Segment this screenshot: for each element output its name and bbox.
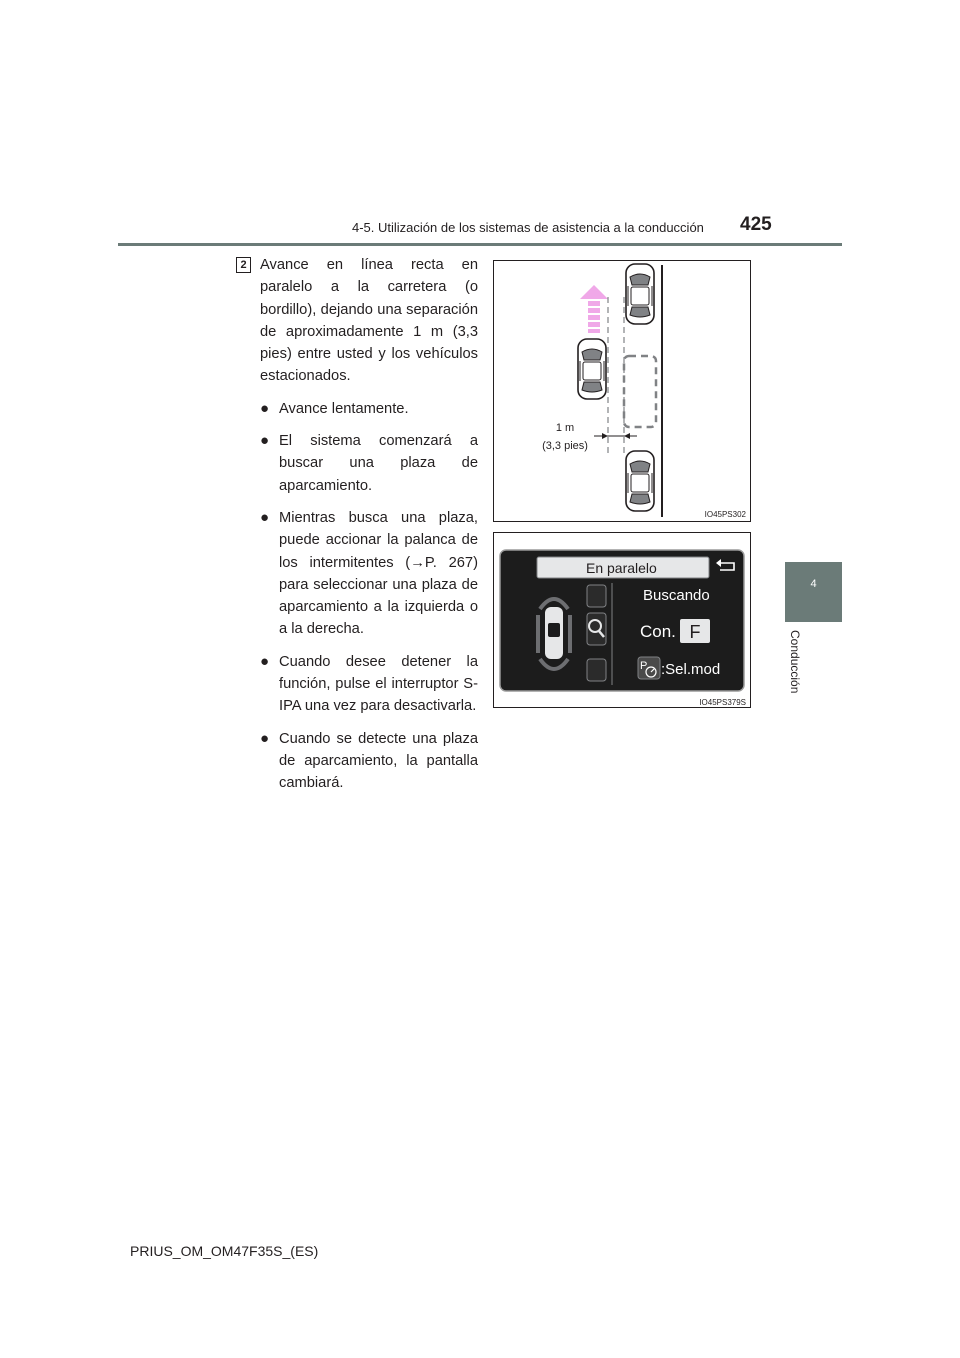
con-value: F [689, 622, 701, 642]
parked-car-bottom-icon [626, 451, 654, 511]
bullet-item [260, 398, 478, 420]
step-intro: Avance en línea recta en paralelo a la carretera (o bordillo), dejando una separación de aproximadamente 1 m (3,3 pies) entre usted y los vehículos estacionados. [260, 257, 478, 385]
bullet-text: Cuando desee detener la función, pulse el interruptor S-IPA una vez para desactivarla. [279, 653, 478, 715]
empty-space-outline [624, 356, 656, 427]
distance-label-imperial: (3,3 pies) [542, 440, 588, 452]
bullet-text: Cuando se detecte una plaza de aparcamiento, la pantalla cambiará. [279, 730, 478, 792]
step-number-box: 2 [236, 257, 251, 273]
chapter-label-text: Conducción [788, 630, 802, 694]
bullet-dot-icon: ● [260, 652, 270, 670]
figure-code: IO45PS379S [699, 698, 746, 707]
bullet-text: Mientras busca una plaza, puede accionar la palanca de los intermitentes (→P. 267) para seleccionar una plaza de aparcamiento a la izquierda o a la derecha. [279, 509, 478, 638]
distance-label: 1 m [555, 422, 575, 434]
chapter-tab[interactable] [785, 562, 842, 622]
bullet-dot-icon: ● [260, 508, 270, 526]
bullet-dot-icon: ● [260, 399, 270, 417]
sensor-slot-bottom [587, 659, 606, 681]
meter-icon [638, 657, 660, 679]
section-title: 4-5. Utilización de los sistemas de asistencia a la conducción [352, 220, 704, 235]
bullet-item [260, 728, 478, 795]
display-screen-figure [493, 532, 751, 708]
header-rule [118, 243, 842, 246]
bullet-item [260, 651, 478, 718]
mode-title: En paralelo [586, 560, 657, 576]
bullet-item [260, 507, 478, 641]
con-label: Con. [640, 622, 676, 641]
bullet-text: El sistema comenzará a buscar una plaza de aparcamiento. [279, 433, 478, 494]
select-mode-label: :Sel.mod [661, 661, 721, 678]
footer-doc-id: PRIUS_OM_OM47F35S_(ES) [130, 1243, 319, 1259]
bullet-dot-icon: ● [260, 729, 270, 747]
chapter-tab-number: 4 [810, 578, 817, 590]
bullet-item [260, 430, 478, 497]
forward-arrow-icon [580, 285, 608, 333]
bullet-text: Avance lentamente. [279, 400, 409, 417]
step-body [260, 254, 478, 795]
display-screen-svg [494, 533, 750, 707]
sensor-slot-top [587, 585, 606, 607]
own-vehicle-icon [578, 339, 606, 399]
parking-diagram-svg [494, 261, 750, 521]
page-number: 425 [740, 214, 772, 235]
svg-text:P: P [640, 660, 648, 672]
parked-car-top-icon [626, 264, 654, 324]
status-text: Buscando [643, 587, 710, 604]
chapter-tab-label [786, 630, 802, 710]
figure-code: IO45PS302 [704, 510, 746, 519]
bullet-dot-icon: ● [260, 432, 270, 450]
parking-diagram [493, 260, 751, 522]
